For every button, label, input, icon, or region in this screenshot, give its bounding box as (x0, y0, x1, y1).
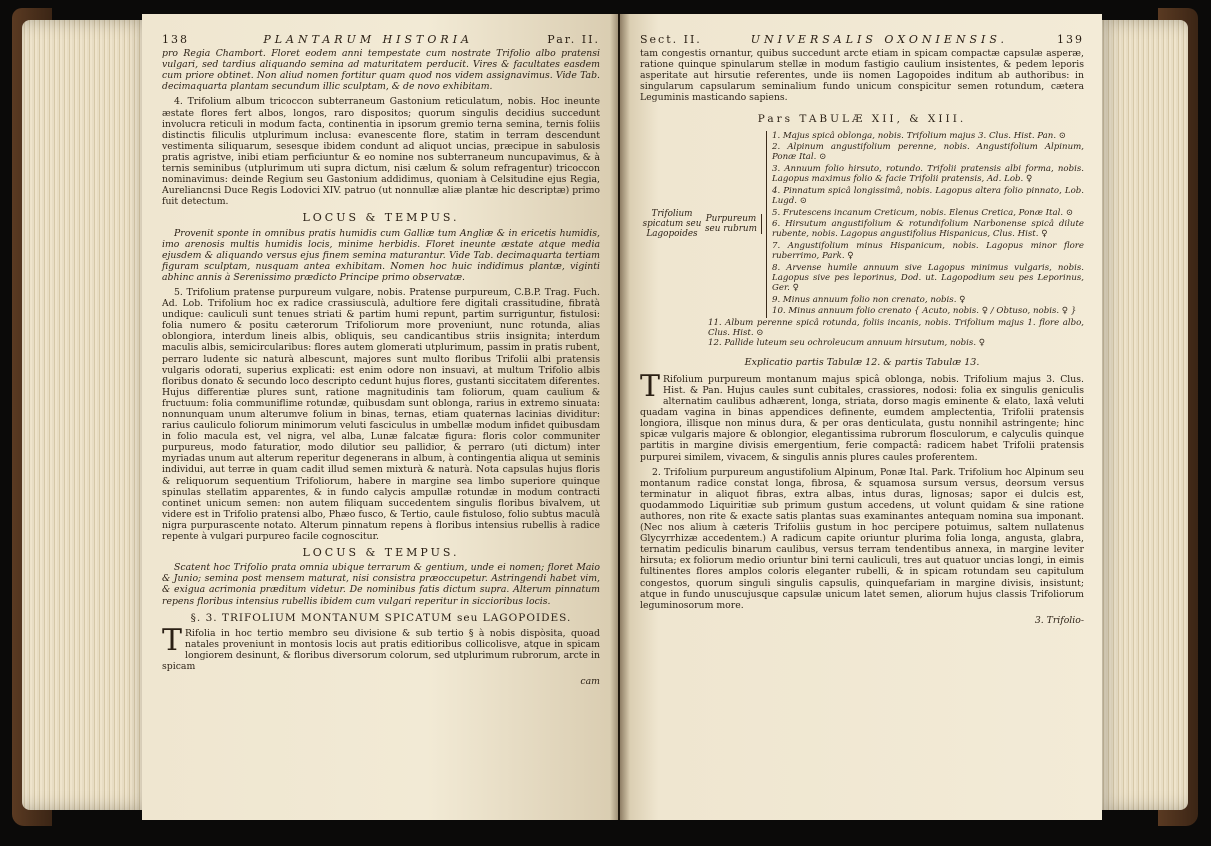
table-items (766, 131, 1084, 318)
table-item: 1. Majus spicâ oblonga, nobis. Trifolium majus 3. Clus. Hist. Pan. ⊙ (772, 130, 1066, 141)
left-para-4: 4. Trifolium album tricoccon subterraneum Gastonium reticulatum, nobis. Hoc ineunte æstate flores fert albos, longos, raro dispositos; quorum singulis decidius succedunt involucra reticuli in modum facta, continentia in ipsorum gremio terna semina, ternis foliis distinctis filiculis utplurimum inclusa: evanescente flore, statim in terram descendunt vestimenta siliquarum, sesesque ibidem condunt ad aliquot uncias, præcipue in sabulosis pratis agristve, inibi etiam perficiuntur & eo nomine nos subterraneum nuncupavimus, & à ternis seminibus (utplurimum uti supra dictum, nisi cælum & solum refragentur) tricoccon nominavimus: deinde Regium seu Gastonium addidimus, quoniam à Celsitudine ejus Regia, Aureliancnsi Duce Regis Lodovici XIV. patruo (ut nonnullæ aliæ plantæ hic descriptæ) primo fuit detectum. (162, 96, 600, 208)
left-running-title: PLANTARUM HISTORIA (263, 33, 473, 46)
table-title: Pars TABULÆ XII, & XIII. (757, 112, 967, 125)
right-page-number: 139 (1056, 33, 1084, 46)
left-locus-text-2: Scatent hoc Trifolio prata omnia ubique terrarum & gentium, unde ei nomen; floret Maio & Junio; semina post mensem maturat, nisi consistra præoccupetur. Astringendi habet vim, & exigua acrimonia præditum videtur. De nominibus fatis dictum supra. Alterum pinnatum repens floribus intensius rubellis ibidem cum vulgari reperitur in siccioribus locis. (162, 562, 600, 607)
left-locus-heading-2: LOCUS & TEMPUS. (302, 546, 460, 560)
table-extra-item: 11. Album perenne spicâ rotunda, foliis incanis, nobis. Trifolium majus 1. flore albo, Clus. Hist. ⊙ (708, 317, 1084, 338)
left-section-heading: §. 3. TRIFOLIUM MONTANUM SPICATUM seu LAGOPOIDES. (190, 611, 572, 624)
book-spread (12, 6, 1198, 840)
left-para-5: 5. Trifolium pratense purpureum vulgare, nobis. Pratense purpureum, C.B.P. Trag. Fuch. Ad. Lob. Trifolium hoc ex radice crassiusculà, adultiore fere digitali crassitudine, fibratà undique: cauliculi sunt tenues striati & partim humi repunt, partim surriguntur, fistulosi: folia numero & positu cæterorum Trifoliorum more proveniunt, nunc rotunda, alias oblongiora, interdum lineis albis, obliquis, seu candicantibus striis insignita; interdum maculis albis, semicircularibus: flores autem glomerati utplurimum, passim in pratis rubent, perraro ludente sic naturà albescunt, majores sunt multo floribus Trifolii albi pratensis vulgaris odorati, superius explicati: est enim odore non insuavi, at multum Trifolio albis floribus donato & secundo loco descripto cedunt hujus flores, gustanti siccitatem diferentes. Hujus differentiæ plures sunt, ratione magnitudinis tam foliorum, quam caulium & fructuum: folia communiflime rotundæ, quibusdam sunt oblonga, rarius in extremo sinuata: nonnunquam unum alterumve folium in binas, ternas, etiam quaternas lacinias dividitur: rarius cauliculo foliorum minimorum veluti fasciculus in umbellæ modum infidet quibusdam in folio macula est, vel nigra, vel alba, Lunæ falcatæ figura: floris color communiter purpureus, modo faturatior, modo dilutior seu pallidior, & perraro (uti dictum) inter myriadas unum aut alterum reperitur degenerans in album, à contingentia aliqua ut seminis individui, aut terræ in quam cadit illud semen mixturà & naturà. Nota capsulas hujus floris & reliquorum sequentium Trifoliorum, habere in margine sea limbo superiore quinque spinulas stellatim apparentes, & in fundo calycis ampullæ rotundæ in modum contracti continet unicum semen: non autem filiquam succedentem singulis floribus bivalvem, ut videre est in Trifolio pratensi albo, Phæo fusco, & Tertio, caule fistuloso, folio subtus maculà nigra purpurascente notato. Alterum pinnatum repens à floribus intensius rubellis à radice repente à vulgari purpureo facile cognoscitur. (162, 286, 600, 543)
table-item: 5. Frutescens incanum Creticum, nobis. Elenus Cretica, Ponæ Ital. ⊙ (772, 207, 1074, 218)
classification-table (640, 131, 1084, 318)
right-section: Sect. II. (640, 33, 702, 46)
left-page-edges (22, 20, 154, 810)
left-page-number: 138 (162, 33, 189, 46)
right-catchword: 3. Trifolio- (1034, 614, 1084, 626)
table-subgroup-label: Purpureum seu rubrum (704, 214, 762, 234)
right-page (620, 14, 1102, 820)
left-locus-heading-1: LOCUS & TEMPUS. (302, 211, 460, 225)
right-para-1 (640, 368, 1084, 463)
table-genus-label: Trifolium spicatum seu Lagopoides (642, 209, 702, 240)
left-part: Par. II. (547, 33, 600, 46)
right-running-title: UNIVERSALIS OXONIENSIS. (750, 33, 1009, 46)
explicatio-heading: Explicatio partis Tabulæ 12. & partis Tabulæ 13. (744, 356, 980, 368)
left-page (142, 14, 618, 820)
left-final-paragraph (162, 622, 600, 672)
left-header (162, 34, 600, 45)
table-item: 7. Angustifolium minus Hispanicum, nobis. Lagopus minor flore ruberrimo, Park. ♀ (772, 240, 1084, 262)
left-locus-text-1: Provenit sponte in omnibus pratis humidis cum Galliæ tum Angliæ & in ericetis humidis, imo arenosis multis humidis locis, minime herbidis. Floret ineunte æstate atque media ejusdem & aliquando versus ejus finem semina maturantur. Vide Tab. decimaquarta tertiam figuram sculptam, nusquam antea exhibitam. Nomen hoc huic indidimus plantæ, viginti abhinc annis à Serenissimo prædicto Principe primo observatæ. (162, 227, 600, 283)
right-para-2: 2. Trifolium purpureum angustifolium Alpinum, Ponæ Ital. Park. Trifolium hoc Alpinum seu montanum radice constat longa, fibrosa, & squamosa sursum versus, deorsum versus terminatur in aliquot fibras, extra albas, intus duras, lignosas; sapor ei dulcis est, quodammodo Liquiritiæ sub primum gustum accedens, ut volunt quidam & sine ratione authores, non rite & exacte satis plantas suas examinantes antequam nomina sua imponant. (Nec nos alium à cæteris Trifoliis gustum in hoc percipere potuimus, saltem nullatenus Glycyrrhizæ accedentem.) A radicum capite oriuntur plurima folia longa, angusta, glabra, ternatim pediculis binarum caulibus, versus terram tendentibus annexa, in margine leviter hirsuta; ex foliorum medio oriuntur bini terni cauliculi, tres aut quatuor uncias longi, in eimis fultinentes flores amplos coloris eleganter rubelli, & in spicam rotundam seu capitulum congestos, quorum singuli singulis capsulis, quinquefariam in margine divisis, insistunt; atque in fundo unuscujusque capsulæ unicum latet semen, aliorum hujus classis Trifoliorum leguminosorum more. (640, 466, 1084, 611)
table-item: 9. Minus annuum folio non crenato, nobis. ♀ (772, 294, 966, 305)
right-page-edges (1096, 20, 1188, 810)
drop-cap-left: T (162, 622, 183, 658)
table-extra-item: 12. Pallide luteum seu ochroleucum annuum hirsutum, nobis. ♀ (708, 338, 986, 349)
table-item: 10. Minus annuum folio crenato { Acuto, nobis. ♀ / Obtuso, nobis. ♀ } (772, 306, 1077, 317)
right-para-1-text: Rifolium purpureum montanum majus spicâ oblonga, nobis. Trifolium majus 3. Clus. Hist. & Pan. Hujus caules sunt cubitales, crassiores, nodosi: folia ex singulis geniculis alternatim caulibus adhærent, longa, striata, dorso magis eminente & elato, laxâ veluti quadam vagina in binas appendices definente, eumdem amplectentia, Trifolii pratensis longiora, illisque non minus dura, & per oras denticulata, gustu nonnihil astringente; hinc spicæ vulgaris majore & oblongior, elegantissima rubrorum flosculorum, e calyculis quinque partitis in margine divisis emergentium, ferie compactâ: radicem habet Trifolii pratensis purpurei similem, vivacem, & singulis annis plures caules proferentem. (640, 373, 1084, 463)
left-final-text: Rifolia in hoc tertio membro seu divisione & sub tertio § à nobis dispòsita, quoad natales proveniunt in montosis locis aut pratis editioribus collicolisve, atque in spicam longiorem desinunt, & floribus diversorum colorum, sed utplurimum rubrorum, arcte in spicam (162, 627, 600, 672)
right-header (640, 34, 1084, 45)
drop-cap-right: T (640, 368, 661, 404)
right-intro: tam congestis ornantur, quibus succedunt arcte etiam in spicam compactæ capsulæ asperæ, ratione quinque spinularum stellæ in modum fastigio caulium insistentes, & pedem leporis asperitate aut hirsutie referentes, unde iis nomen Lagopoides inditum ab authoribus: in singularum capsularum seminalium fundo unicum conspicitur semen rotundum, cætera Leguminis masticando sapiens. (640, 48, 1084, 104)
table-item: 3. Annuum folio hirsuto, rotundo. Trifolii pratensis albi forma, nobis. Lagopus maximus folio & facie Trifolii pratensis, Ad. Lob. ♀ (772, 163, 1084, 185)
book-gutter (610, 14, 630, 820)
table-item: 6. Hirsutum angustifolium & rotundifolium Narbonense spicâ dilute rubente, nobis. Lagopus angustifolius Hispanicus, Clus. Hist. ♀ (772, 218, 1084, 240)
table-item: 4. Pinnatum spicâ longissimâ, nobis. Lagopus altera folio pinnato, Lob. Lugd. ⊙ (772, 185, 1084, 207)
left-catchword: cam (580, 676, 600, 688)
table-item: 8. Arvense humile annuum sive Lagopus minimus vulgaris, nobis. Lagopus sive pes leporinus, Dod. ut. Lagopodium seu pes Leporinus, Ger. ♀ (772, 262, 1084, 294)
table-item: 2. Alpinum angustifolium perenne, nobis. Angustifolium Alpinum, Ponæ Ital. ⊙ (772, 142, 1084, 163)
left-intro: pro Regia Chambort. Floret eodem anni tempestate cum nostrate Trifolio albo pratensi vulgari, sed tardius aliquando semina ad maturitatem perducit. Vires & facultates easdem cum priore obtinet. Non aliud nomen fortitur quam quod nos videm assignavimus. Vide Tab. decimaquarta plantam secundum illic sculptam, & de novo exhibitam. (162, 48, 600, 93)
